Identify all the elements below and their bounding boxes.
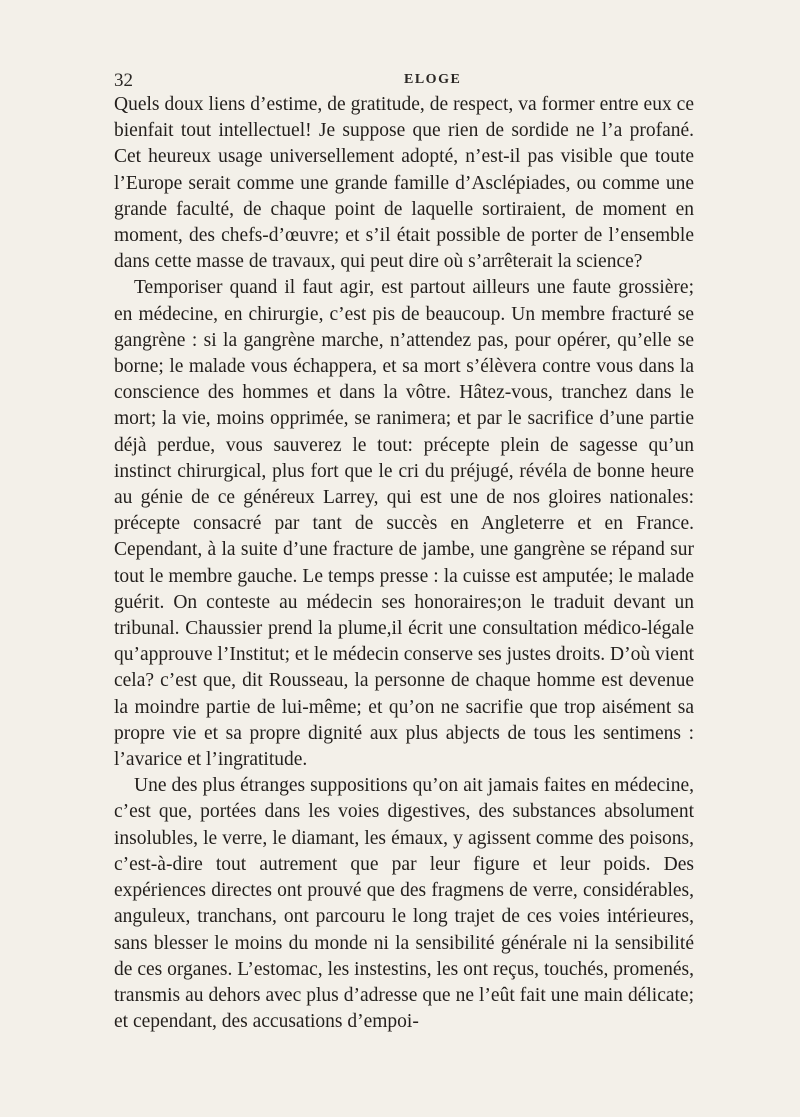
page-number: 32 <box>114 70 133 91</box>
paragraph: Quels doux liens d’estime, de gratitude, de respect, va former entre eux ce bienfait tout intellectuel! Je suppose que rien de sordide ne l’a profané. Cet heureux usage universellement adopté, n’est-il pas visible que toute l’Europe serait comme une grande famille d’Asclépiades, ou comme une grande faculté, de chaque point de laquelle sortiraient, de moment en moment, des chefs-d’œuvre; et s’il était possible de porter de l’ensemble dans cette masse de travaux, qui peut dire où s’arrêterait la science? <box>114 94 694 273</box>
page-header <box>114 70 694 94</box>
paragraph: Temporiser quand il faut agir, est partout ailleurs une faute grossière; en médecine, en chirurgie, c’est pis de beaucoup. Un membre fracturé se gangrène : si la gangrène marche, n’attendez pas, pour opérer, qu’elle se borne; le malade vous échappera, et sa mort s’élèvera contre vous dans la conscience des hommes et dans la vôtre. Hâtez-vous, tranchez dans le mort; la vie, moins opprimée, se ranimera; et par le sacrifice d’une partie déjà perdue, vous sauverez le tout: précepte plein de sagesse qu’un instinct chirurgical, plus fort que le cri du préjugé, révéla de bonne heure au génie de ce généreux Larrey, qui est une de nos gloires nationales: précepte consacré par tant de succès en Angleterre et en France. Cependant, à la suite d’une fracture de jambe, une gangrène se répand sur tout le membre gauche. Le temps presse : la cuisse est amputée; le malade guérit. On conteste au médecin ses honoraires;on le traduit devant un tribunal. Chaussier prend la plume,il écrit une consultation médico-légale qu’approuve l’Institut; et le médecin conserve ses justes droits. D’où vient cela? c’est que, dit Rousseau, la personne de chaque homme est devenue la moindre partie de lui-même; et qu’on ne sacrifie que trop aisément sa propre vie et sa propre dignité aux plus abjects de tous les sentimens : l’avarice et l’ingratitude. <box>114 277 694 771</box>
running-title: ELOGE <box>404 72 462 87</box>
paragraph: Une des plus étranges suppositions qu’on ait jamais faites en médecine, c’est que, portées dans les voies digestives, des substances absolument insolubles, le verre, le diamant, les émaux, y agissent comme des poisons, c’est-à-dire tout autrement que par leur figure et leur poids. Des expériences directes ont prouvé que des fragmens de verre, considérables, anguleux, tranchans, ont parcouru le long trajet de ces voies intérieures, sans blesser le moins du monde ni la sensibilité générale ni la sensibilité de ces organes. L’estomac, les instestins, les ont reçus, touchés, promenés, transmis au dehors avec plus d’adresse que ne l’eût fait une main délicate; et cependant, des accusations d’empoi- <box>114 775 694 1033</box>
body-text <box>114 92 694 1035</box>
